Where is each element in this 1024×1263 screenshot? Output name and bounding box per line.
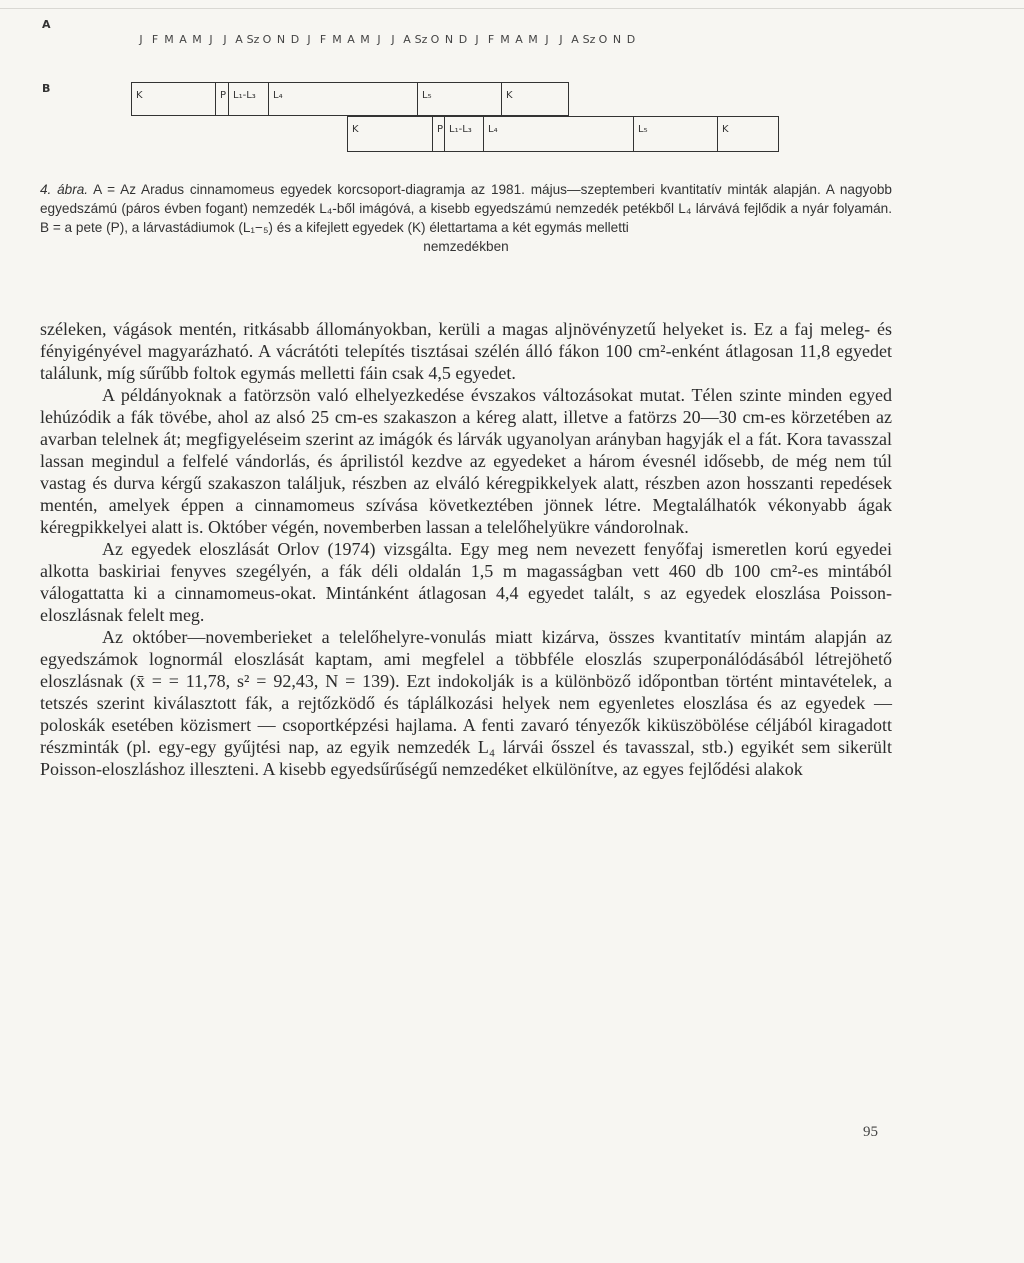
month-tick: Sz [414,33,428,46]
month-tick: J [377,33,381,46]
month-tick: O [598,33,608,46]
segment-l5: L₅ [417,83,418,115]
month-tick: M [500,33,510,46]
month-tick: J [223,33,227,46]
segment-l4: L₄ [268,83,269,115]
page-number: 95 [863,1124,878,1140]
month-tick: A [347,33,355,46]
month-tick: J [559,33,563,46]
month-tick: F [319,33,327,46]
month-tick: D [458,33,468,46]
figure-label-a: A [42,18,51,31]
generation-bar-1: K P L₁-L₃ L₄ L₅ K [131,82,569,116]
figure-label-b: B [42,82,51,95]
segment-k2: K [717,117,718,151]
month-tick: F [487,33,495,46]
generation-bar-2: K P L₁-L₃ L₄ L₅ K [347,116,779,152]
figure-number: 4. ábra. [40,182,89,197]
paragraph: Az október—novemberieket a telelőhelyre-vonulás miatt kizárva, összes kvantitatív mintám alapján az egyedszámok lognormál eloszlását kaptam, ami megfelel a többféle eloszlás szuperponálódásából létrejöhető eloszlásnak (x̄ = = 11,78, s² = 92,43, N = 139). Ezt indokolják is a különböző időpontban történt mintavételek, a tetszés szerint kiválasztott fák, a rejtőzködő és táplálkozási helyek nem egyenletes eloszlása és az egyedek — poloskák esetében közismert — csoportképzési hajlama. A fenti zavaró tényezők kiküszöbölése céljából kiragadott részminták (pl. egy-egy gyűjtési nap, az egyik nemzedék L₄ lárvái ősszel és tavasszal, stb.) egyikét sem sikerült Poisson-eloszláshoz illeszteni. A kisebb egyedsűrűségű nemzedéket elkülönítve, az egyes fejlődési alakok [40,627,892,779]
segment-l5: L₅ [633,117,634,151]
month-tick: M [164,33,174,46]
month-axis [134,33,638,46]
month-tick: A [235,33,243,46]
body-text [40,318,892,780]
month-tick: N [276,33,286,46]
segment-k2: K [501,83,502,115]
month-tick: J [209,33,213,46]
month-tick: J [139,33,143,46]
segment-l1-l3: L₁-L₃ [444,117,445,151]
month-tick: F [151,33,159,46]
month-tick: Sz [246,33,260,46]
segment-l4: L₄ [483,117,484,151]
month-tick: O [262,33,272,46]
month-tick: J [475,33,479,46]
paragraph: Az egyedek eloszlását Orlov (1974) vizsgálta. Egy meg nem nevezett fenyőfaj ismeretlen korú egyedei alkotta baskiriai fenyves szegélyén, a fák déli oldalán 1,5 m magasságban vett 460 db 100 cm²-es mintából válogattatta ki a cinnamomeus-okat. Mintánként átlagosan 4,4 egyedet talált, s az egyedek eloszlása Poisson-eloszlásnak felelt meg. [40,539,892,625]
segment-p: P [215,83,216,115]
month-tick: J [545,33,549,46]
paragraph: széleken, vágások mentén, ritkásabb állományokban, kerüli a magas aljnövényzetű helyeket is. Ez a faj meleg- és fényigényével magyarázható. A vácrátóti telepítés tisztásai szélén álló fákon 100 cm²-enként átlagosan 11,8 egyedet találunk, míg sűrűbb foltok egymás melletti fáin csak 4,5 egyedet. [40,319,892,383]
month-tick: A [515,33,523,46]
month-tick: A [571,33,579,46]
month-tick: M [332,33,342,46]
segment-p: P [432,117,433,151]
month-tick: J [391,33,395,46]
month-tick: D [290,33,300,46]
month-tick: M [192,33,202,46]
paragraph: A példányoknak a fatörzsön való elhelyezkedése évszakos változásokat mutat. Télen szinte minden egyed lehúzódik a fák tövébe, ahol az alsó 25 cm-es szakaszon a kéreg alatt, illetve a fatörzs 20—30 cm-es körzetében az avarban telelnek át; megfigyeléseim szerint az imágók és lárvák ugyanolyan arányban hagyják el a fát. Kora tavasszal lassan megindul a felfelé vándorlás, és áprilistól kezdve az egyedeket a három évesnél idősebb, de még nem túl vastag és durva kérgű szakaszon találjuk, részben az elváló kéregpikkelyek alatt, részben azon hosszanti repedések mentén, amelyek éppen a cinnamomeus szívása következtében jönnek létre. Megtalálhatók vékonyabb ágak kéregpikkelyei alatt is. Október végén, novemberben lassan a telelőhelyükre vándorolnak. [40,385,892,537]
month-tick: D [626,33,636,46]
month-tick: M [528,33,538,46]
figure-caption [40,180,892,256]
top-edge [0,0,1024,9]
segment-l1-l3: L₁-L₃ [228,83,229,115]
month-tick: N [612,33,622,46]
month-tick: N [444,33,454,46]
caption-text: A = Az Aradus cinnamomeus egyedek korcsoport-diagramja az 1981. május—szeptemberi kvantitatív minták alapján. A nagyobb egyedszámú (páros évben fogant) nemzedék L₄-ből imágóvá, a kisebb egyedszámú nemzedék petékből L₄ lárvává fejlődik a nyár folyamán. B = a pete (P), a lárvastádiumok (L₁−₅) és a kifejlett egyedek (K) élettartama a két egymás melletti [40,182,892,235]
month-tick: A [403,33,411,46]
month-tick: A [179,33,187,46]
month-tick: Sz [582,33,596,46]
month-tick: O [430,33,440,46]
month-tick: M [360,33,370,46]
month-tick: J [307,33,311,46]
caption-end: nemzedékben [423,239,509,254]
